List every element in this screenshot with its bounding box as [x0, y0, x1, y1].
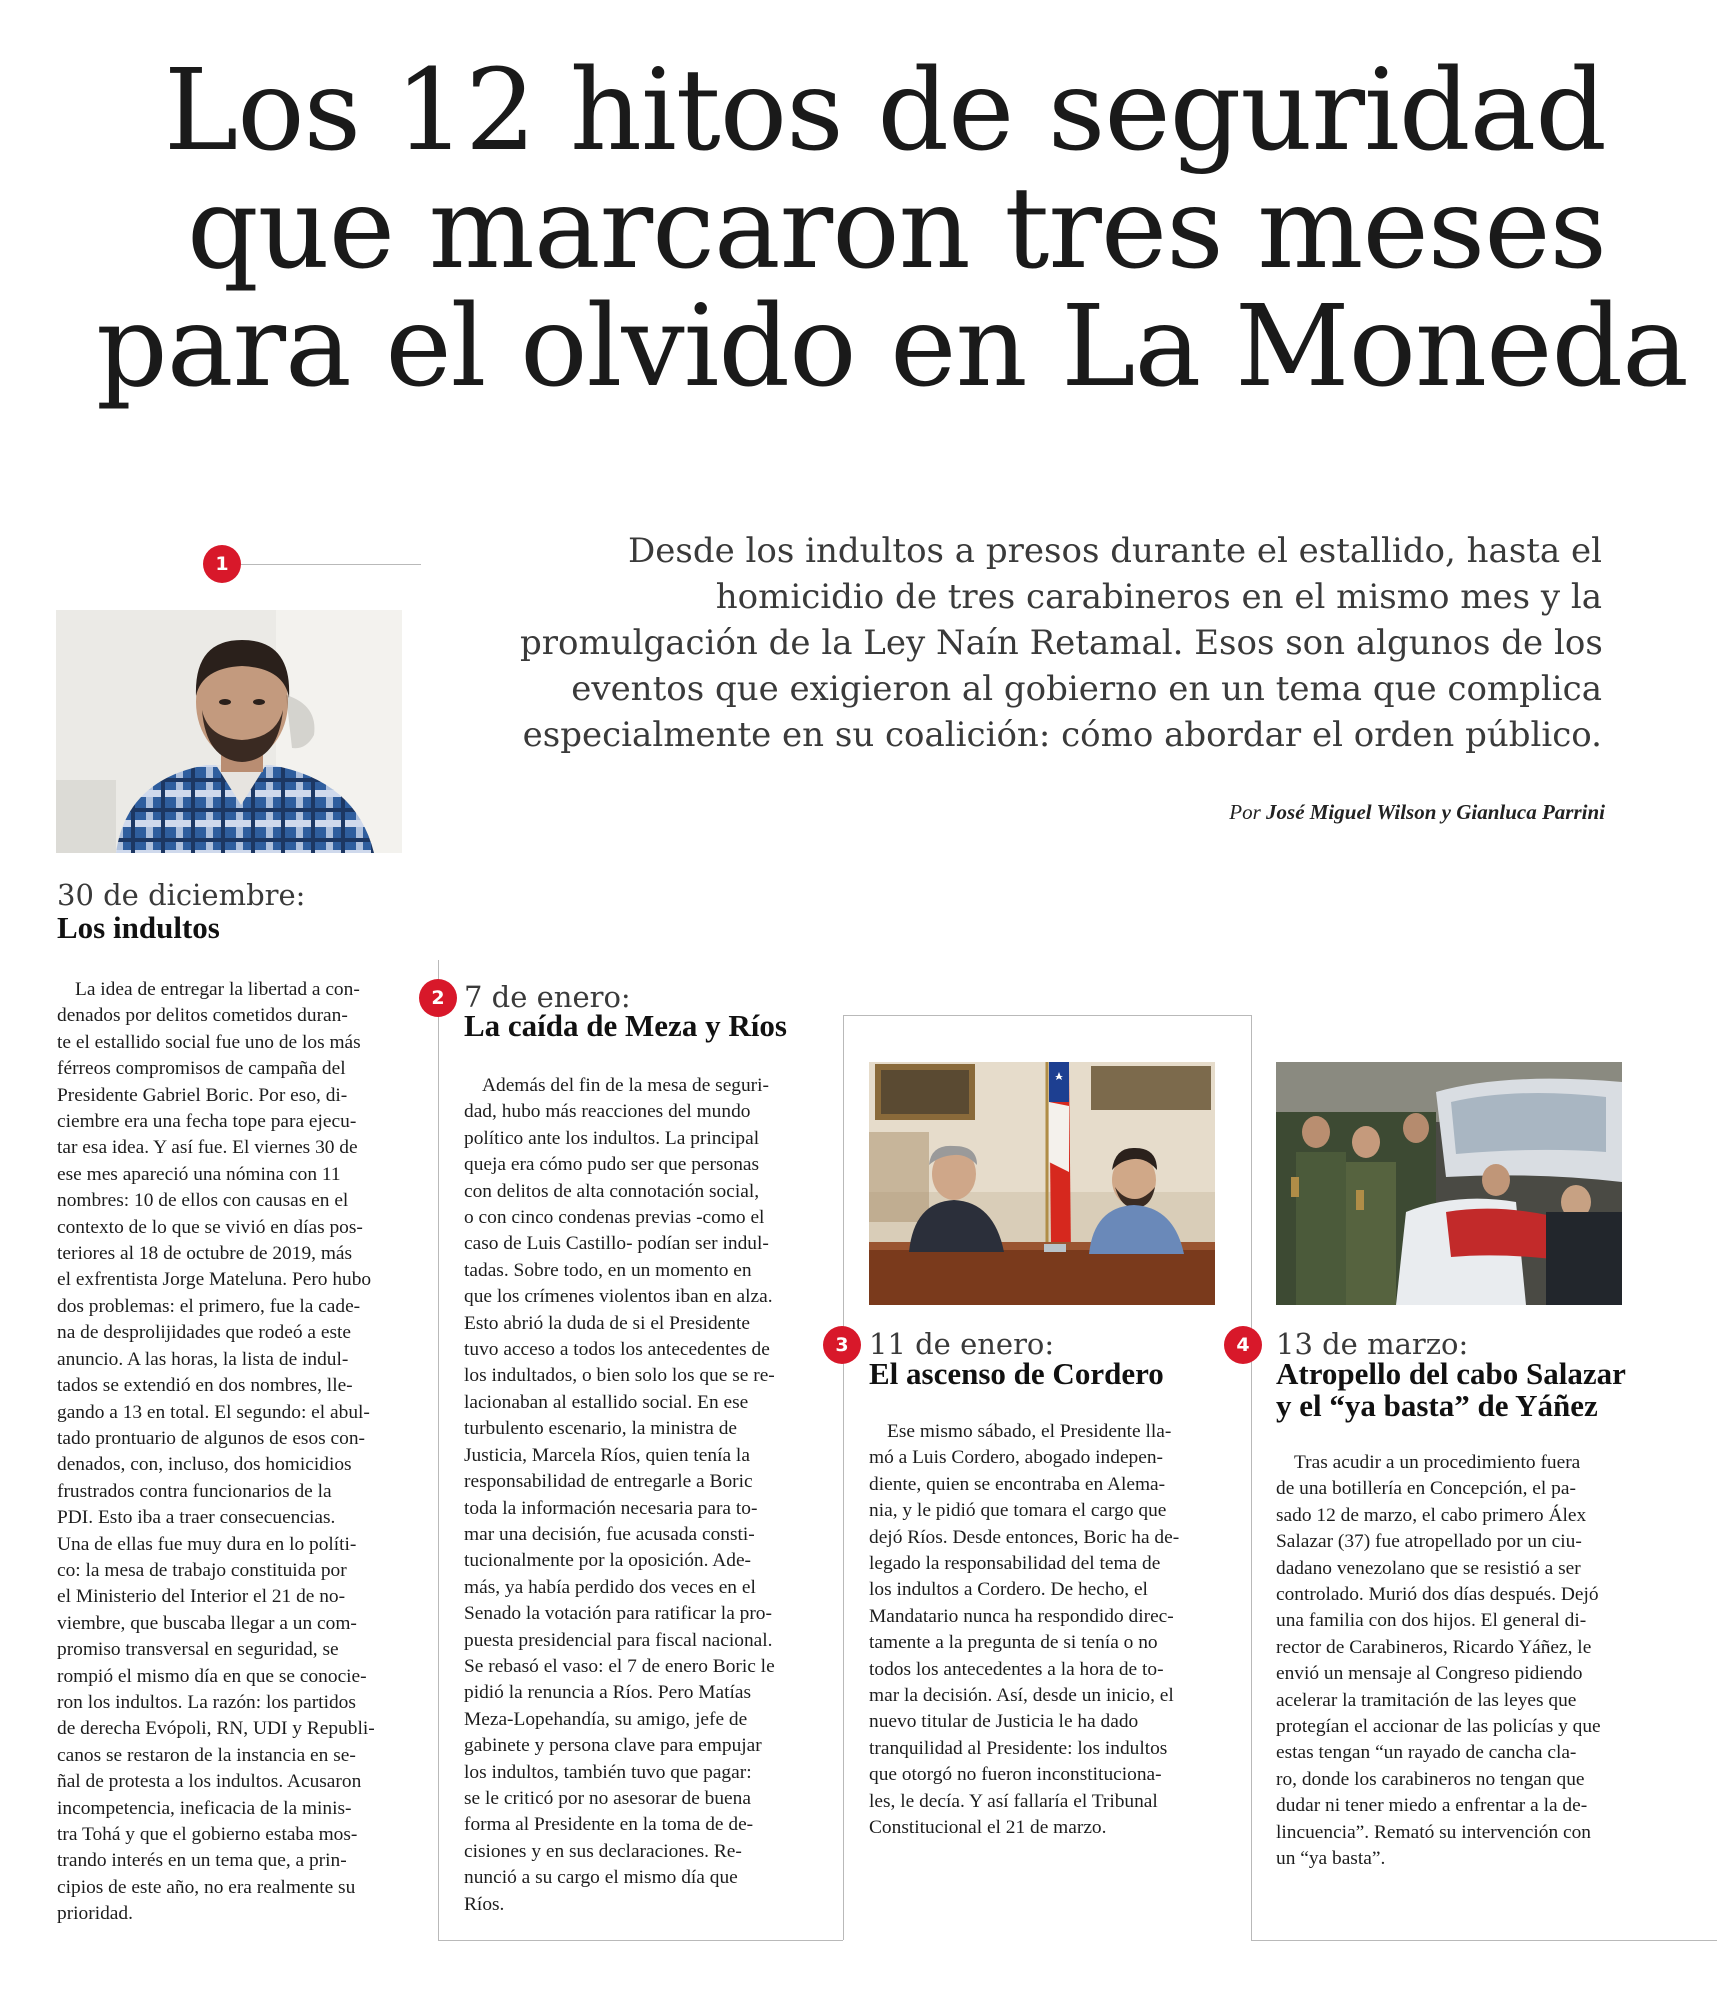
body-line: nombres: 10 de ellos con causas en el: [57, 1190, 349, 1212]
body-line: teriores al 18 de octubre de 2019, más: [57, 1243, 353, 1265]
item-number-badge: 3: [823, 1326, 861, 1364]
body-line: forma al Presidente en la toma de de-: [464, 1814, 754, 1836]
body-line: gabinete y persona clave para empujar: [464, 1735, 762, 1757]
body-line: estas tengan “un rayado de cancha cla-: [1276, 1742, 1577, 1764]
body-line: Esto abrió la duda de si el Presidente: [464, 1312, 750, 1334]
body-line: férreos compromisos de campaña del: [57, 1058, 346, 1080]
body-line: mar la decisión. Así, desde un inicio, el: [869, 1685, 1174, 1707]
headline-line: que marcaron tres meses: [186, 164, 1606, 294]
body-line: Mandatario nunca ha respondido direc-: [869, 1605, 1174, 1627]
body-line: una familia con dos hijos. El general di-: [1276, 1610, 1587, 1632]
headline-line: para el olvido en La Moneda: [96, 282, 1688, 412]
body-line: caso de Luis Castillo- podían ser indul-: [464, 1233, 769, 1255]
body-line: denados, con, incluso, dos homicidios: [57, 1454, 352, 1476]
item-title: Los indultos: [57, 910, 220, 945]
body-line: tadas. Sobre todo, en un momento en: [464, 1259, 752, 1281]
body-line: viembre, que buscaba llegar a un com-: [57, 1612, 357, 1634]
item-body: [1276, 1450, 1626, 1873]
body-line: frustrados contra funcionarios de la: [57, 1480, 332, 1502]
body-line: dos problemas: el primero, fue la cade-: [57, 1295, 361, 1317]
body-line: todos los antecedentes a la hora de to-: [869, 1658, 1164, 1680]
body-line: el Ministerio del Interior el 21 de no-: [57, 1586, 346, 1608]
body-line: de una botillería en Concepción, el pa-: [1276, 1478, 1576, 1500]
body-line: o con cinco condenas previas -como el: [464, 1207, 765, 1229]
body-line: los indultados, o bien solo los que se re-: [464, 1365, 775, 1387]
body-line: tucionalmente por la oposición. Ade-: [464, 1550, 752, 1572]
item-number-badge: 1: [203, 545, 241, 583]
body-line: ro, donde los carabineros no tengan que: [1276, 1768, 1585, 1790]
body-line: ese mes apareció una nómina con 11: [57, 1163, 341, 1185]
item-title: y el “ya basta” de Yáñez: [1276, 1388, 1598, 1423]
body-line: cisiones y en sus declaraciones. Re-: [464, 1840, 742, 1862]
item-body: [464, 1073, 806, 1918]
body-line: trando interés en un tema que, a prin-: [57, 1850, 347, 1872]
deck-line: homicidio de tres carabineros en el mismo mes y la: [715, 577, 1602, 617]
body-line: co: la mesa de trabajo constituida por: [57, 1559, 347, 1581]
body-line: político ante los indultos. La principal: [464, 1127, 760, 1149]
body-line: PDI. Esto iba a traer consecuencias.: [57, 1507, 336, 1529]
deck-line: Desde los indultos a presos durante el estallido, hasta el: [627, 531, 1602, 571]
body-line: te el estallido social fue uno de los más: [57, 1031, 361, 1053]
divider: [843, 1015, 1251, 1016]
body-line: Presidente Gabriel Boric. Por eso, di-: [57, 1084, 348, 1106]
body-line: acelerar la tramitación de las leyes que: [1276, 1689, 1577, 1711]
body-line: Salazar (37) fue atropellado por un ciu-: [1276, 1531, 1582, 1553]
item-body: [57, 977, 399, 1928]
body-line: tado prontuario de algunos de esos con-: [57, 1427, 366, 1449]
body-line: envió un mensaje al Congreso pidiendo: [1276, 1663, 1583, 1685]
body-line: nunció a su cargo el mismo día que: [464, 1867, 738, 1889]
body-line: toda la información necesaria para to-: [464, 1497, 758, 1519]
body-line: el exfrentista Jorge Mateluna. Pero hubo: [57, 1269, 372, 1291]
body-line: dad, hubo más reacciones del mundo: [464, 1101, 751, 1123]
body-line: Constitucional el 21 de marzo.: [869, 1817, 1107, 1839]
body-line: mó a Luis Cordero, abogado indepen-: [869, 1447, 1164, 1469]
body-line: tamente a la pregunta de si tenía o no: [869, 1632, 1158, 1654]
column-divider: [438, 960, 439, 1940]
body-line: na de desprolijidades que rodeó a este: [57, 1322, 351, 1344]
item-date: 30 de diciembre:: [57, 878, 306, 912]
body-line: Senado la votación para ratificar la pro-: [464, 1603, 772, 1625]
body-line: Además del fin de la mesa de seguri-: [482, 1075, 769, 1096]
deck: [520, 528, 1602, 758]
body-line: Una de ellas fue muy dura en lo políti-: [57, 1533, 357, 1555]
body-line: les, le decía. Y así fallaría el Tribunal: [869, 1790, 1158, 1812]
body-line: rompió el mismo día en que se conocie-: [57, 1665, 367, 1687]
body-line: canos se restaron de la instancia en se-: [57, 1744, 356, 1766]
body-line: responsabilidad de entregarle a Boric: [464, 1471, 753, 1493]
body-line: un “ya basta”.: [1276, 1848, 1386, 1870]
body-line: contexto de lo que se vivió en días pos-: [57, 1216, 363, 1238]
body-line: diente, quien se encontraba en Alema-: [869, 1473, 1166, 1495]
body-line: que los crímenes violentos iban en alza.: [464, 1286, 773, 1308]
item-title: La caída de Meza y Ríos: [464, 1008, 787, 1043]
column-divider: [1251, 1015, 1252, 1940]
body-line: más, ya había perdido dos veces en el: [464, 1576, 756, 1598]
headline: [96, 46, 1688, 412]
body-line: promiso transversal en seguridad, se: [57, 1639, 339, 1661]
body-line: puesta presidencial para fiscal nacional.: [464, 1629, 773, 1651]
body-line: pidió la renuncia a Ríos. Pero Matías: [464, 1682, 752, 1704]
body-line: incompetencia, ineficacia de la minis-: [57, 1797, 352, 1819]
body-line: mar una decisión, fue acusada consti-: [464, 1523, 755, 1545]
body-line: con delitos de alta connotación social,: [464, 1180, 760, 1202]
body-line: queja era cómo pudo ser que personas: [464, 1154, 760, 1176]
divider: [1251, 1940, 1717, 1941]
body-line: cipios de este año, no era realmente su: [57, 1876, 356, 1898]
body-line: denados por delitos cometidos duran-: [57, 1005, 348, 1027]
body-line: La idea de entregar la libertad a con-: [75, 979, 360, 1000]
body-line: turbulento escenario, la ministra de: [464, 1418, 737, 1440]
item-title: El ascenso de Cordero: [869, 1356, 1164, 1391]
body-line: que otorgó no fueron inconstituciona-: [869, 1764, 1162, 1786]
divider: [438, 1940, 843, 1941]
body-line: tar esa idea. Y así fue. El viernes 30 de: [57, 1137, 358, 1159]
body-line: Ese mismo sábado, el Presidente lla-: [887, 1421, 1172, 1442]
body-line: Ríos.: [464, 1893, 505, 1915]
body-line: Justicia, Marcela Ríos, quien tenía la: [464, 1444, 750, 1466]
body-line: ron los indultos. La razón: los partidos: [57, 1691, 356, 1713]
body-line: Se rebasó el vaso: el 7 de enero Boric le: [464, 1655, 775, 1677]
item-body: [869, 1419, 1211, 1842]
body-line: se le criticó por no asesorar de buena: [464, 1787, 751, 1809]
item-date: 7 de enero:: [464, 980, 631, 1014]
body-line: los indultos a Cordero. De hecho, el: [869, 1579, 1148, 1601]
column-divider: [843, 1015, 844, 1940]
body-line: de derecha Evópoli, RN, UDI y Republi-: [57, 1718, 375, 1740]
headline-line: Los 12 hitos de seguridad: [163, 46, 1606, 176]
item-title: Atropello del cabo Salazar: [1276, 1356, 1626, 1391]
deck-line: especialmente en su coalición: cómo abordar el orden público.: [522, 715, 1602, 755]
body-line: controlado. Murió dos días después. Dejó: [1276, 1584, 1599, 1606]
photo-funeral-crowd: [1276, 1062, 1622, 1305]
body-line: nia, y le pidió que tomara el cargo que: [869, 1500, 1167, 1522]
item-number-badge: 4: [1224, 1326, 1262, 1364]
body-line: lincuencia”. Remató su intervención con: [1276, 1821, 1591, 1843]
byline-authors: José Miguel Wilson y Gianluca Parrini: [1266, 800, 1605, 824]
body-line: ciembre era una fecha tope para ejecu-: [57, 1111, 357, 1133]
item-date: 11 de enero:: [869, 1327, 1055, 1361]
deck-line: promulgación de la Ley Naín Retamal. Esos son algunos de los: [520, 623, 1603, 663]
body-line: tra Tohá y que el gobierno estaba mos-: [57, 1824, 358, 1845]
body-line: prioridad.: [57, 1903, 133, 1925]
photo-man-plaid-shirt: [56, 610, 402, 853]
byline: [1229, 800, 1605, 825]
body-line: rector de Carabineros, Ricardo Yáñez, le: [1276, 1636, 1592, 1658]
divider: [241, 564, 421, 565]
body-line: tuvo acceso a todos los antecedentes de: [464, 1339, 770, 1361]
body-line: nuevo titular de Justicia le ha dado: [869, 1711, 1139, 1733]
body-line: gando a 13 en total. El segundo: el abul-: [57, 1401, 370, 1423]
body-line: anuncio. A las horas, la lista de indul-: [57, 1348, 349, 1370]
body-line: dudar ni tener miedo a enfrentar a la de-: [1276, 1795, 1588, 1817]
body-line: sado 12 de marzo, el cabo primero Álex: [1276, 1504, 1587, 1526]
body-line: tranquilidad al Presidente: los indultos: [869, 1737, 1168, 1759]
body-line: Meza-Lopehandía, su amigo, jefe de: [464, 1708, 748, 1730]
body-line: dejó Ríos. Desde entonces, Boric ha de-: [869, 1526, 1180, 1548]
body-line: legado la responsabilidad del tema de: [869, 1553, 1161, 1575]
deck-line: eventos que exigieron al gobierno en un tema que complica: [571, 669, 1602, 709]
body-line: ñal de protesta a los indultos. Acusaron: [57, 1771, 362, 1793]
byline-prefix: Por: [1229, 800, 1267, 824]
body-line: dadano venezolano que se resistió a ser: [1276, 1557, 1581, 1579]
photo-meeting-flag: [869, 1062, 1215, 1305]
body-line: los indultos, también tuvo que pagar:: [464, 1761, 752, 1783]
item-number-badge: 2: [419, 979, 457, 1017]
item-date: 13 de marzo:: [1276, 1327, 1469, 1361]
body-line: Tras acudir a un procedimiento fuera: [1294, 1452, 1581, 1473]
body-line: lacionaban al estallido social. En ese: [464, 1391, 749, 1413]
body-line: protegían el accionar de las policías y que: [1276, 1716, 1601, 1738]
body-line: tados se extendió en dos nombres, lle-: [57, 1375, 353, 1397]
